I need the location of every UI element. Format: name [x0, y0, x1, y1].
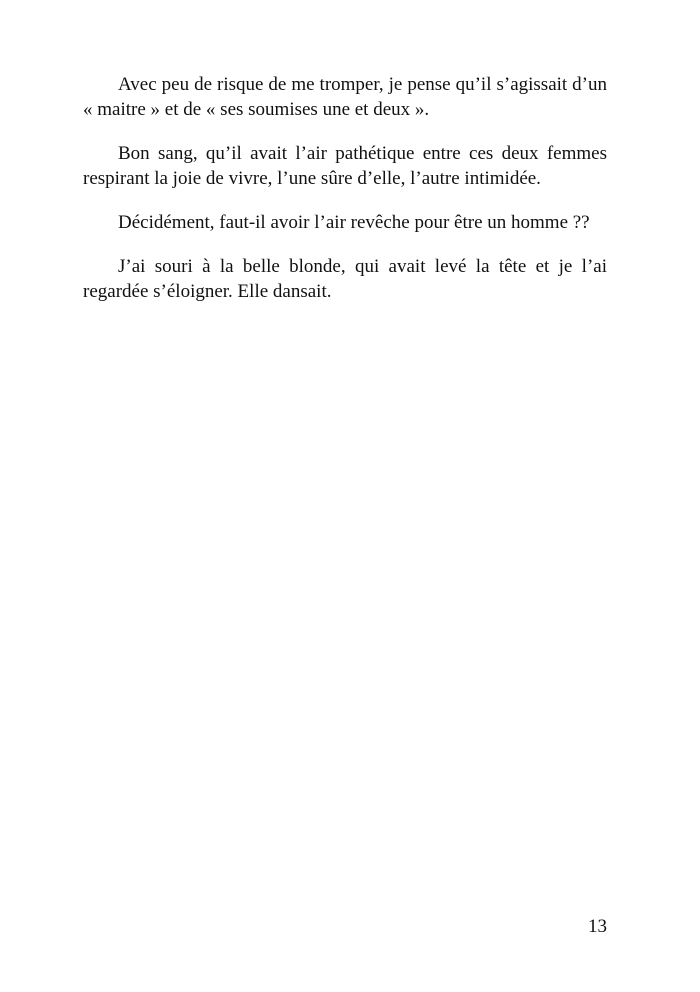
paragraph-3: Décidément, faut-il avoir l’air revêche pour être un homme ??: [118, 212, 590, 233]
page-number: 13: [588, 916, 607, 937]
paragraph-1: Avec peu de risque de me tromper, je pense qu’il s’agissait d’un « maitre » et de « ses soumises une et deux ».: [83, 74, 607, 120]
paragraph-4: J’ai souri à la belle blonde, qui avait levé la tête et je l’ai regardée s’éloigner. Elle dansait.: [83, 256, 607, 302]
paragraph-2: Bon sang, qu’il avait l’air pathétique entre ces deux femmes respirant la joie de vivre, l’une sûre d’elle, l’autre intimidée.: [83, 143, 607, 189]
body-text: [83, 72, 607, 323]
